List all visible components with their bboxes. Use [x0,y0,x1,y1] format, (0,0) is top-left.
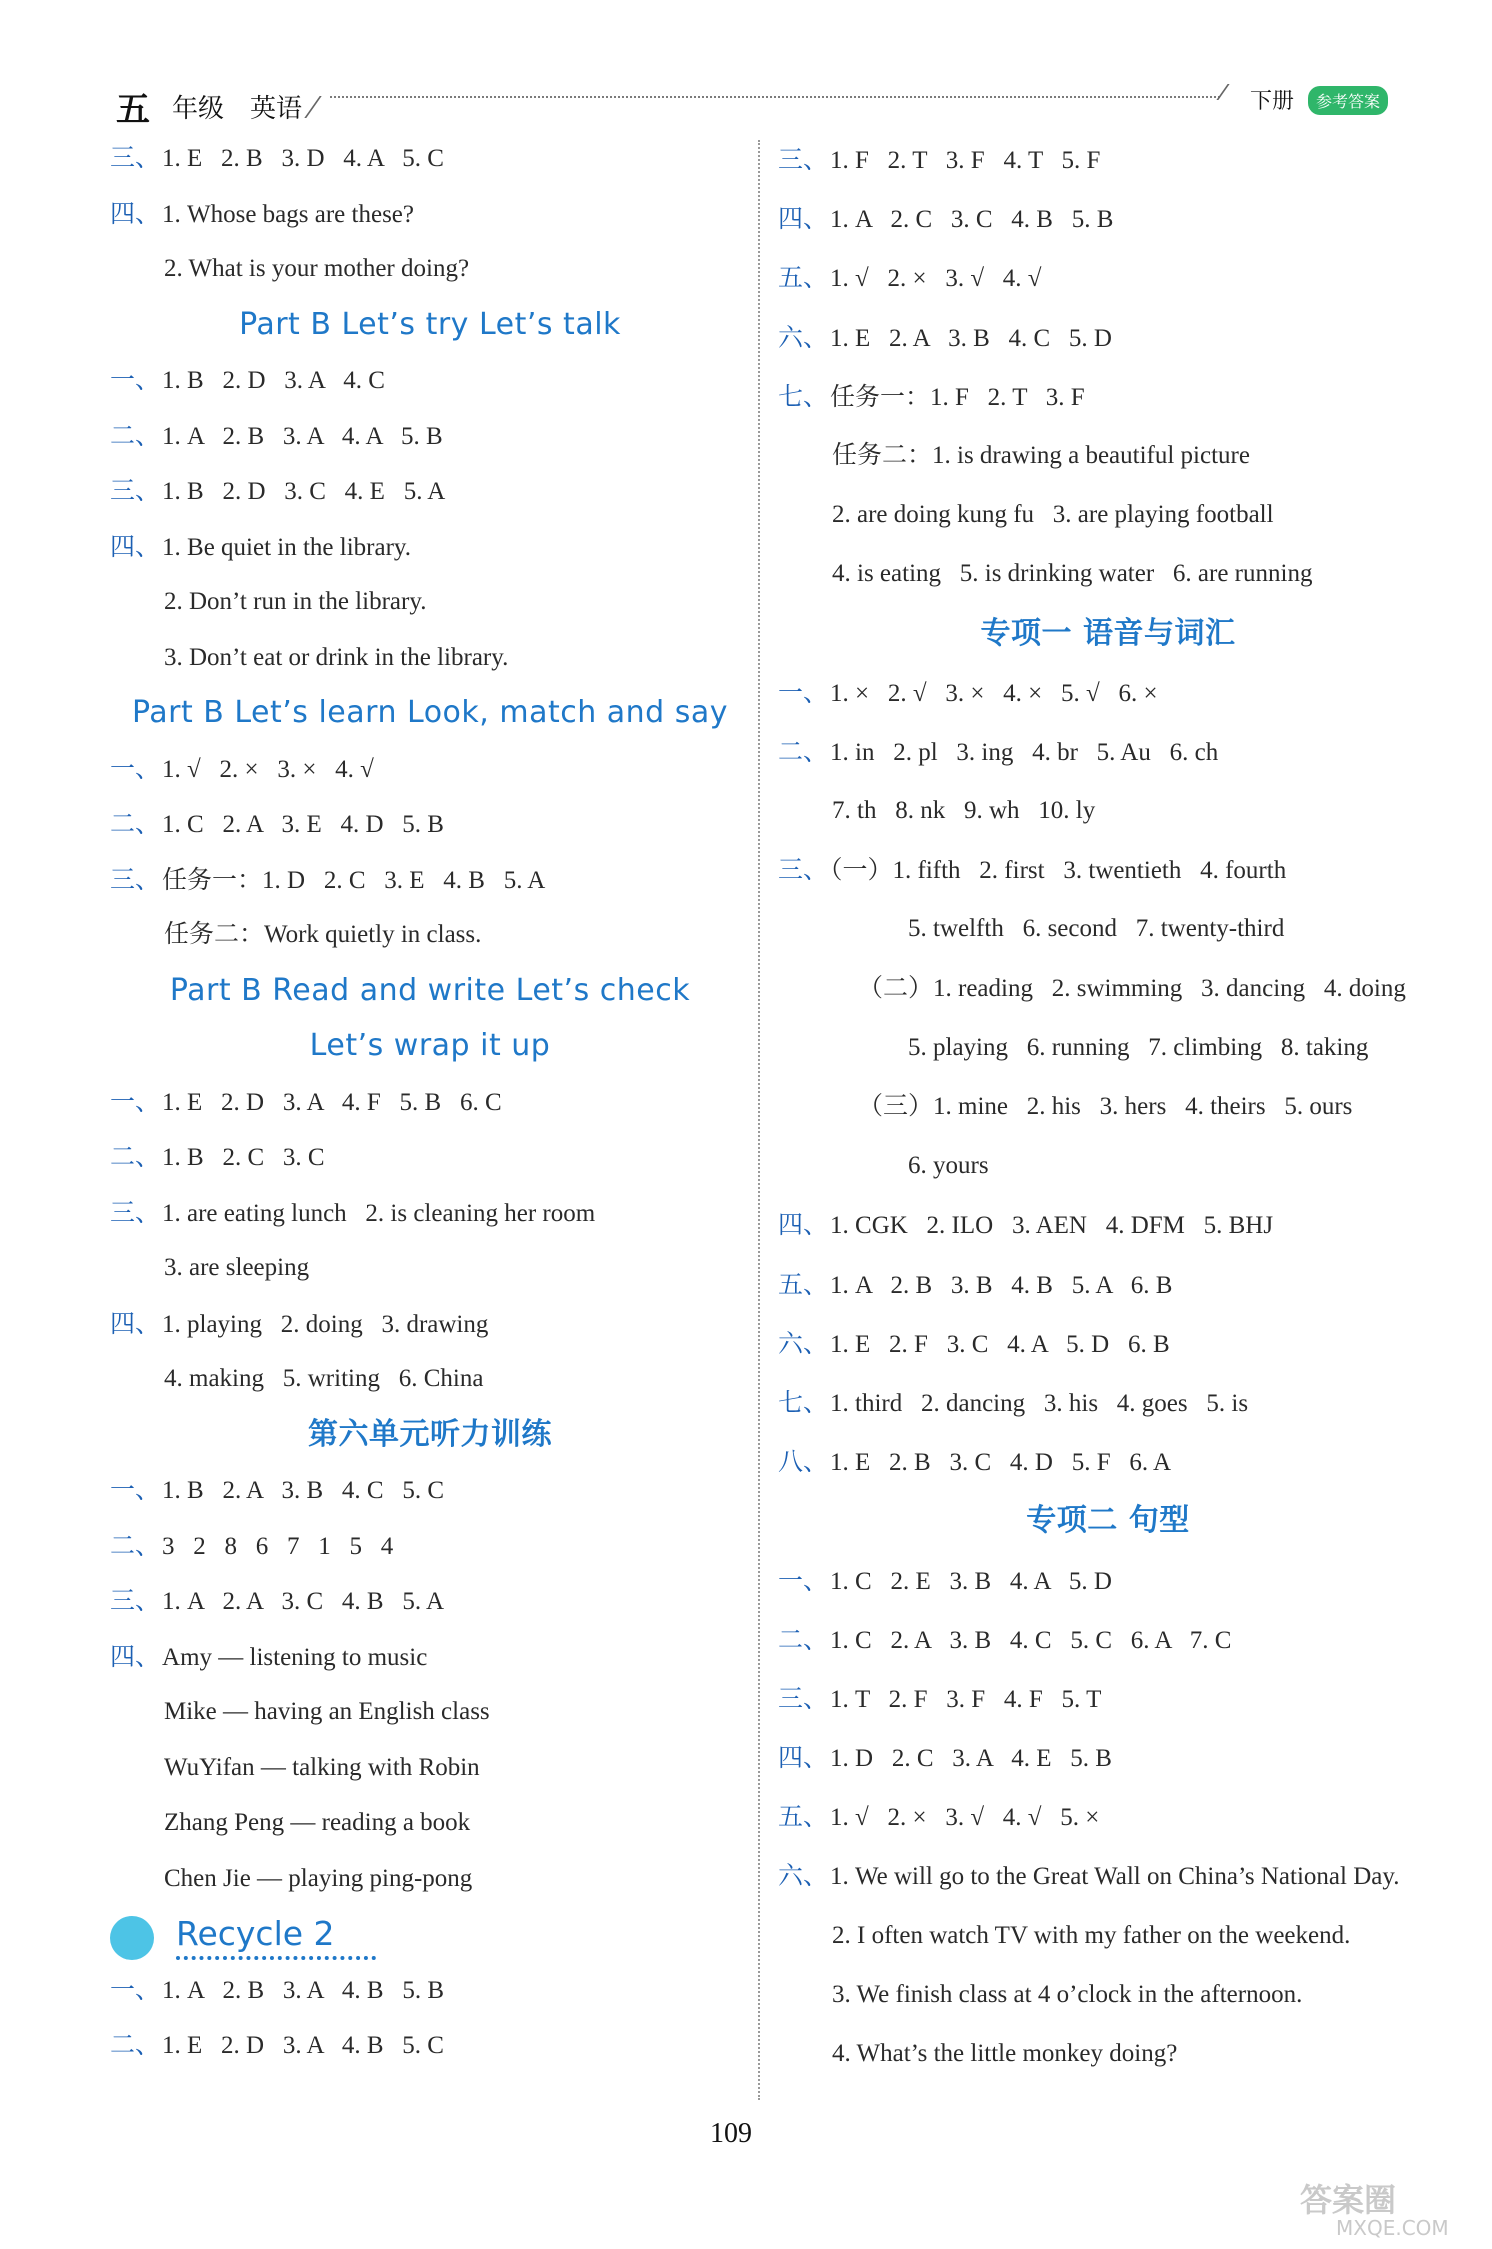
answer-line [110,1629,750,1685]
question-number: 六、 [778,1861,829,1891]
section-heading: 专项一 语音与词汇 [980,615,1236,651]
question-number: 七、 [778,1387,829,1417]
column-divider [758,140,760,2100]
answer-line [778,1136,1438,1195]
question-number: 一、 [778,1565,829,1595]
answer-text: 1. in 2. pl 3. ing 4. br 5. Au 6. ch [830,738,1219,766]
answer-text: 1. D 2. C 3. A 4. E 5. B [830,1745,1112,1773]
question-number: 五、 [778,1802,829,1832]
answer-text: （一）1. fifth 2. first 3. twentieth 4. fourth [830,857,1287,885]
answer-line [778,1195,1438,1254]
answer-line [778,1432,1438,1491]
answer-text: 3. Don’t eat or drink in the library. [164,643,509,671]
answer-line [110,1185,750,1241]
answer-line [110,463,750,519]
answer-text: 1. Whose bags are these? [162,200,414,228]
answer-text: 1. A 2. B 3. B 4. B 5. A 6. B [830,1271,1173,1299]
answer-line [110,907,750,963]
question-number: 四、 [110,1641,161,1671]
answer-text: 1. A 2. A 3. C 4. B 5. A [162,1588,445,1615]
answer-line [778,663,1438,722]
question-number: 一、 [110,365,161,394]
question-number: 四、 [110,1308,161,1338]
answer-line [778,781,1438,840]
question-number: 三、 [110,864,161,894]
answer-line [110,630,750,686]
answer-line [110,1351,750,1407]
answer-text: 1. × 2. √ 3. × 4. × 5. √ 6. × [830,679,1158,707]
question-number: 六、 [778,322,829,352]
question-number: 一、 [778,677,829,707]
answer-text: WuYifan — talking with Robin [164,1753,480,1781]
answer-text: 1. E 2. F 3. C 4. A 5. D 6. B [830,1330,1170,1358]
question-number: 四、 [110,198,161,228]
header-dotted-line [330,96,1220,98]
answer-line [778,1018,1438,1077]
answer-text: 1. C 2. A 3. B 4. C 5. C 6. A 7. C [830,1626,1232,1654]
answer-line [778,1373,1438,1432]
question-number: 四、 [778,1743,829,1773]
answer-text: 4. What’s the little monkey doing? [832,2040,1178,2067]
section-heading: 专项二 句型 [1026,1503,1190,1539]
question-number: 三、 [110,1197,161,1227]
answer-text: 1. C 2. E 3. B 4. A 5. D [830,1567,1112,1595]
answer-line [110,1296,750,1352]
answer-line [110,1240,750,1296]
answer-line [778,544,1438,603]
question-number: 五、 [778,263,829,293]
answer-line [778,959,1438,1018]
answer-text: 3 2 8 6 7 1 5 4 [162,1532,394,1560]
recycle-heading [110,1906,750,1962]
answer-line [778,1728,1438,1787]
answer-text: 6. yours [908,1152,989,1180]
answer-text: 1. third 2. dancing 3. his 4. goes 5. is [830,1389,1249,1417]
question-number: 二、 [110,809,161,838]
question-number: 二、 [778,1624,829,1654]
question-number: 二、 [110,1142,161,1171]
answer-line [110,1851,750,1907]
section-heading: Part B Read and write Let’s check [169,972,691,1008]
answer-line [778,248,1438,307]
answer-line [110,796,750,852]
answer-text: 任务一：1. D 2. C 3. E 4. B 5. A [162,866,546,894]
answer-line [778,367,1438,426]
answer-text: 1. A 2. B 3. A 4. B 5. B [162,1976,445,2004]
answer-text: 4. making 5. writing 6. China [164,1365,484,1392]
subject-label: 英语 [250,94,303,124]
question-number: 二、 [110,420,161,450]
question-number: 三、 [778,855,829,885]
answer-line [778,1787,1438,1846]
question-number: 二、 [778,736,829,766]
answer-line [778,899,1438,958]
answer-text: 1. E 2. D 3. A 4. B 5. C [162,2032,444,2059]
question-number: 一、 [110,1475,161,1504]
watermark-logo: 答案圈 [1300,2181,1397,2219]
answer-text: 1. E 2. A 3. B 4. C 5. D [830,324,1112,352]
answer-text: Amy — listening to music [162,1643,428,1671]
answer-text: 1. A 2. C 3. C 4. B 5. B [830,206,1114,234]
question-number: 八、 [778,1447,829,1477]
answer-line [778,1610,1438,1669]
question-number: 一、 [110,1974,161,2004]
section-heading: Part B Let’s try Let’s talk [239,306,621,342]
answer-text: 1. B 2. C 3. C [162,1144,325,1171]
answer-text: 任务二：Work quietly in class. [164,921,482,948]
answer-line [778,1551,1438,1610]
answer-text: 1. F 2. T 3. F 4. T 5. F [830,147,1101,174]
answer-line [110,2017,750,2073]
answer-line [778,130,1438,189]
answer-text: 1. B 2. D 3. A 4. C [162,367,385,394]
question-number: 一、 [110,1086,161,1116]
answer-line [110,1740,750,1796]
question-number: 五、 [778,1269,829,1299]
answer-text: 1. playing 2. doing 3. drawing [162,1310,489,1338]
answer-text: 1. √ 2. × 3. √ 4. √ [830,265,1042,293]
page-number: 109 [710,2118,752,2149]
answer-line [110,1129,750,1185]
answer-text: 任务二：1. is drawing a beautiful picture [832,441,1250,469]
answer-line [110,130,750,186]
answer-line [110,519,750,575]
answer-line [778,1314,1438,1373]
answer-text: Chen Jie — playing ping-pong [164,1864,473,1892]
answer-text: 1. E 2. D 3. A 4. F 5. B 6. C [162,1088,502,1116]
answer-line [778,189,1438,248]
answer-text: 1. A 2. B 3. A 4. A 5. B [162,422,443,450]
question-number: 三、 [110,1586,161,1615]
answer-line [778,485,1438,544]
answer-line [110,1684,750,1740]
answer-text: 2. I often watch TV with my father on the weekend. [832,1921,1351,1949]
answer-line [110,1518,750,1574]
answer-text: 1. T 2. F 3. F 4. F 5. T [830,1685,1102,1713]
answer-text: （三）1. mine 2. his 3. hers 4. theirs 5. ours [858,1093,1353,1120]
answer-text: 1. E 2. B 3. C 4. D 5. F 6. A [830,1449,1172,1477]
answer-text: 1. C 2. A 3. E 4. D 5. B [162,811,444,838]
left-column [110,130,750,2073]
question-number: 一、 [110,753,161,783]
recycle-title: Recycle 2 [176,1914,335,1953]
right-column [778,130,1438,2083]
answer-text: 1. E 2. B 3. D 4. A 5. C [162,145,444,172]
section-heading: Let’s wrap it up [309,1028,551,1063]
answer-line [110,408,750,464]
answer-text: 7. th 8. nk 9. wh 10. ly [832,797,1096,825]
answer-line [778,1077,1438,1136]
answer-text: Mike — having an English class [164,1698,490,1725]
question-number: 四、 [778,1210,829,1240]
question-number: 七、 [778,381,829,411]
answer-line [778,426,1438,485]
question-number: 二、 [110,2030,161,2059]
answer-text: 1. √ 2. × 3. √ 4. √ 5. × [830,1804,1100,1832]
answer-line [110,1795,750,1851]
answer-text: 2. What is your mother doing? [164,255,470,282]
question-number: 二、 [110,1530,161,1560]
answer-text: 1. B 2. D 3. C 4. E 5. A [162,478,446,505]
answer-text: 2. Don’t run in the library. [164,588,427,615]
watermark-url: MXQE.COM [1336,2216,1449,2240]
answer-text: 1. B 2. A 3. B 4. C 5. C [162,1477,445,1504]
question-number: 三、 [778,1683,829,1713]
answer-line [110,741,750,797]
answer-text: 1. are eating lunch 2. is cleaning her room [162,1199,596,1227]
answer-line [778,1846,1438,1905]
answer-text: 3. are sleeping [164,1254,310,1281]
volume-label: 下册 [1250,89,1295,114]
answer-line [778,2024,1438,2083]
answer-line [778,308,1438,367]
answer-line [110,1462,750,1518]
answer-text: 5. playing 6. running 7. climbing 8. taking [908,1033,1369,1061]
answer-line [110,352,750,408]
question-number: 三、 [778,145,829,174]
answer-line [778,1669,1438,1728]
answer-line [110,1962,750,2018]
answer-line [110,186,750,242]
answer-line [778,1255,1438,1314]
answer-line [778,1965,1438,2024]
grade-label: 年级 [172,94,225,124]
answer-line [778,1906,1438,1965]
recycle-underline [176,1956,376,1960]
answer-text: 1. Be quiet in the library. [162,533,412,561]
answer-text: 1. √ 2. × 3. × 4. √ [162,755,374,783]
question-number: 六、 [778,1328,829,1358]
answer-text: （二）1. reading 2. swimming 3. dancing 4. doing [858,974,1406,1002]
answer-text: 4. is eating 5. is drinking water 6. are running [832,560,1313,588]
answer-line [110,1074,750,1130]
answer-key-badge: 参考答案 [1308,86,1388,115]
header-slash-left [304,96,349,118]
answer-line [110,574,750,630]
section-heading: 第六单元听力训练 [308,1416,552,1452]
answer-text: 2. are doing kung fu 3. are playing football [832,501,1274,529]
question-number: 三、 [110,476,161,505]
header-slash-right [1216,84,1251,100]
page-header [0,0,1492,130]
question-number: 三、 [110,143,161,172]
answer-text: 任务一：1. F 2. T 3. F [830,383,1085,411]
question-number: 四、 [778,204,829,234]
answer-text: 5. twelfth 6. second 7. twenty-third [908,915,1285,943]
answer-text: 1. CGK 2. ILO 3. AEN 4. DFM 5. BHJ [830,1212,1274,1240]
answer-line [778,722,1438,781]
answer-line [110,852,750,908]
answer-text: 3. We finish class at 4 o’clock in the afternoon. [832,1980,1303,2008]
answer-text: 1. We will go to the Great Wall on China’s National Day. [830,1863,1400,1891]
recycle-circle-icon [110,1916,154,1960]
section-heading: Part B Let’s learn Look, match and say [131,695,729,730]
question-number: 四、 [110,531,161,561]
answer-line [778,840,1438,899]
grade-number: 五 [116,90,150,130]
answer-line [110,241,750,297]
answer-line [110,1573,750,1629]
answer-text: Zhang Peng — reading a book [164,1809,471,1836]
